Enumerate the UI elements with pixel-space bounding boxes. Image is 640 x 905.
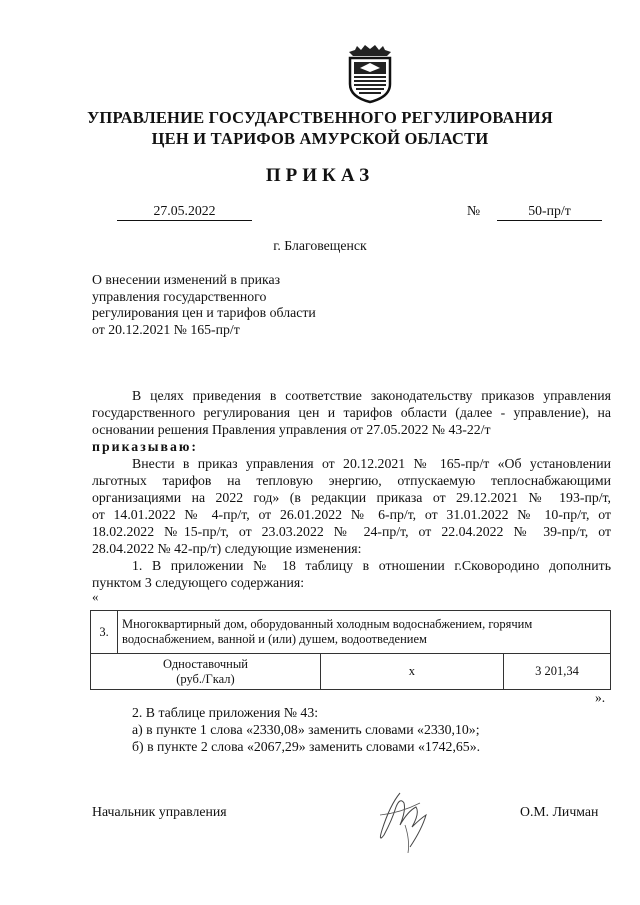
close-quote: ». xyxy=(595,690,606,705)
agency-title-line2: ЦЕН И ТАРИФОВ АМУРСКОЙ ОБЛАСТИ xyxy=(151,129,489,148)
signatory-position: Начальник управления xyxy=(92,804,227,819)
body-line: государственного регулирования цен и тарифов области (далее - управление), на xyxy=(92,405,611,420)
consumer-category xyxy=(118,611,611,654)
body-line: а) в пункте 1 слова «2330,08» заменить словами «2330,10»; xyxy=(132,722,480,737)
signatory-name: О.М. Личман xyxy=(520,804,599,819)
document-number: 50-пр/т xyxy=(497,203,602,221)
subject-line: регулирования цен и тарифов области xyxy=(92,305,316,320)
body-line: 2. В таблице приложения № 43: xyxy=(132,705,319,720)
table-row xyxy=(91,654,611,690)
tariff-type xyxy=(91,654,321,690)
coat-of-arms-emblem xyxy=(345,42,395,104)
agency-title-line1: УПРАВЛЕНИЕ ГОСУДАРСТВЕННОГО РЕГУЛИРОВАНИЯ xyxy=(87,108,553,127)
table-row xyxy=(91,611,611,654)
subject-line: управления государственного xyxy=(92,288,267,304)
subject-block xyxy=(92,272,352,338)
body-line: 1. В приложении № 18 таблицу в отношении г.Сковородино дополнить xyxy=(132,558,611,573)
document-type-title: ПРИКАЗ xyxy=(265,165,375,186)
tariff-cell-empty: х xyxy=(320,654,503,690)
body-line: В целях приведения в соответствие законодательству приказов управления xyxy=(132,388,611,403)
number-label: № xyxy=(467,203,481,218)
body-line: от 14.01.2022 № 4-пр/т, от 26.01.2022 № 6-пр/т, от 31.01.2022 № 10-пр/т, от xyxy=(92,507,611,522)
body-line: б) в пункте 2 слова «2067,29» заменить словами «1742,65». xyxy=(132,739,481,754)
subject-line: О внесении изменений в приказ xyxy=(92,272,281,287)
subject-line: от 20.12.2021 № 165-пр/т xyxy=(92,321,240,337)
body-line: 18.02.2022 №15-пр/т, от 23.03.2022 № 24-пр/т, от 22.04.2022 № 39-пр/т, от xyxy=(92,524,611,539)
body-line: 28.04.2022 № 42-пр/т) следующие изменения: xyxy=(92,541,362,556)
open-quote: « xyxy=(92,589,99,604)
document-date: 27.05.2022 xyxy=(117,203,252,221)
category-line: водоснабжением, ванной и (или) душем, водоотведением xyxy=(122,632,427,646)
body-line: основании решения Правления управления от 27.05.2022 № 43-22/т xyxy=(92,422,491,437)
tariff-type-line: (руб./Гкал) xyxy=(176,671,235,686)
row-number: 3. xyxy=(91,611,118,654)
city: г. Благовещенск xyxy=(273,238,367,253)
tariff-value: 3 201,34 xyxy=(503,654,610,690)
order-word: приказываю: xyxy=(92,439,199,454)
tariff-type-line: Одноставочный xyxy=(162,656,248,671)
body-line: организациями на 2022 год» (в редакции приказа от 29.12.2021 № 193-пр/т, xyxy=(92,490,611,505)
category-line: Многоквартирный дом, оборудованный холодным водоснабжением, горячим xyxy=(122,617,533,631)
tariff-table xyxy=(90,610,611,690)
handwritten-signature xyxy=(360,785,450,855)
body-line: льготных тарифов на тепловую энергию, отпускаемую теплоснабжающими xyxy=(92,473,611,488)
body-line: Внести в приказ управления от 20.12.2021 № 165-пр/т «Об установлении xyxy=(132,456,611,471)
body-line: пунктом 3 следующего содержания: xyxy=(92,575,305,590)
